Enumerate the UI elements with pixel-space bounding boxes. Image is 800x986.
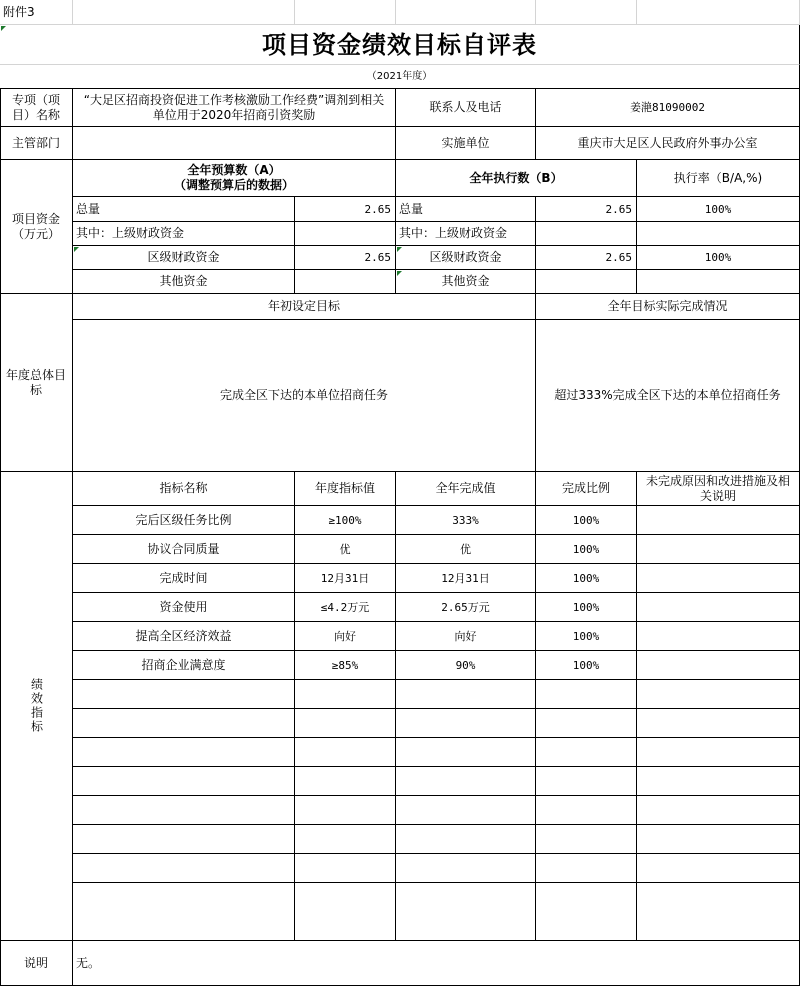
indicator-note xyxy=(637,506,800,535)
indicator-name xyxy=(73,883,295,941)
fund-a-label: 总量 xyxy=(73,197,295,222)
indicator-target xyxy=(295,883,396,941)
indicators-section-label xyxy=(0,472,73,941)
fund-rate xyxy=(637,222,800,246)
fund-a-value: 2.65 xyxy=(295,197,396,222)
indicator-target xyxy=(295,796,396,825)
indicator-name xyxy=(73,767,295,796)
funds-section-label: 项目资金（万元） xyxy=(0,160,73,294)
indicator-actual xyxy=(396,680,536,709)
remark-value: 无。 xyxy=(73,941,800,986)
indicator-actual xyxy=(396,854,536,883)
indicator-actual xyxy=(396,883,536,941)
dept-label: 主管部门 xyxy=(0,127,73,160)
contact-value: 姜滟81090002 xyxy=(536,89,800,127)
impl-label: 实施单位 xyxy=(396,127,536,160)
indicator-ratio: 100% xyxy=(536,651,637,680)
indicator-note xyxy=(637,564,800,593)
indicator-ratio xyxy=(536,883,637,941)
fund-a-value xyxy=(295,270,396,294)
indicator-ratio xyxy=(536,825,637,854)
empty-cell xyxy=(637,0,800,25)
indicator-name: 协议合同质量 xyxy=(73,535,295,564)
indicator-note xyxy=(637,796,800,825)
indicator-actual xyxy=(396,825,536,854)
indicator-target: ≥100% xyxy=(295,506,396,535)
indicator-header-actual: 全年完成值 xyxy=(396,472,536,506)
cell-marker xyxy=(1,26,6,31)
indicator-name xyxy=(73,825,295,854)
indicator-target xyxy=(295,854,396,883)
fund-b-label: 其他资金 xyxy=(396,270,536,294)
empty-cell xyxy=(536,0,637,25)
indicator-name: 资金使用 xyxy=(73,593,295,622)
indicator-actual: 向好 xyxy=(396,622,536,651)
indicator-target xyxy=(295,680,396,709)
indicator-ratio: 100% xyxy=(536,535,637,564)
year-label: （2021年度） xyxy=(0,65,800,89)
fund-b-label: 其中：上级财政资金 xyxy=(396,222,536,246)
indicator-actual xyxy=(396,767,536,796)
indicator-note xyxy=(637,738,800,767)
indicator-note xyxy=(637,622,800,651)
fund-b-label: 总量 xyxy=(396,197,536,222)
fund-b-value: 2.65 xyxy=(536,246,637,270)
fund-b-value: 2.65 xyxy=(536,197,637,222)
impl-value: 重庆市大足区人民政府外事办公室 xyxy=(536,127,800,160)
indicator-name xyxy=(73,796,295,825)
indicator-header-note: 未完成原因和改进措施及相关说明 xyxy=(637,472,800,506)
indicator-name: 招商企业满意度 xyxy=(73,651,295,680)
indicator-ratio xyxy=(536,738,637,767)
indicator-ratio xyxy=(536,854,637,883)
budget-header: 全年预算数（A） （调整预算后的数据） xyxy=(73,160,396,197)
indicator-target: 优 xyxy=(295,535,396,564)
indicator-target xyxy=(295,767,396,796)
cell-marker xyxy=(397,247,402,252)
indicator-target: ≤4.2万元 xyxy=(295,593,396,622)
indicator-header-target: 年度指标值 xyxy=(295,472,396,506)
fund-b-label: 区级财政资金 xyxy=(396,246,536,270)
indicator-target xyxy=(295,825,396,854)
indicator-note xyxy=(637,535,800,564)
indicator-ratio xyxy=(536,796,637,825)
indicator-actual: 优 xyxy=(396,535,536,564)
indicator-ratio: 100% xyxy=(536,593,637,622)
indicator-ratio xyxy=(536,709,637,738)
indicator-note xyxy=(637,709,800,738)
cell-marker xyxy=(74,247,79,252)
indicator-name xyxy=(73,709,295,738)
remark-label: 说明 xyxy=(0,941,73,986)
indicator-target: 向好 xyxy=(295,622,396,651)
indicator-header-ratio: 完成比例 xyxy=(536,472,637,506)
indicator-name xyxy=(73,854,295,883)
indicator-target xyxy=(295,738,396,767)
indicator-name: 完后区级任务比例 xyxy=(73,506,295,535)
indicator-ratio: 100% xyxy=(536,622,637,651)
indicator-actual: 12月31日 xyxy=(396,564,536,593)
fund-rate: 100% xyxy=(637,197,800,222)
indicator-ratio: 100% xyxy=(536,506,637,535)
empty-cell xyxy=(73,0,295,25)
indicator-name: 完成时间 xyxy=(73,564,295,593)
initial-goal-header: 年初设定目标 xyxy=(73,294,536,320)
indicator-actual: 2.65万元 xyxy=(396,593,536,622)
indicator-actual xyxy=(396,738,536,767)
initial-goal-value: 完成全区下达的本单位招商任务 xyxy=(73,320,536,472)
fund-a-label: 其中：上级财政资金 xyxy=(73,222,295,246)
actual-goal-value: 超过333%完成全区下达的本单位招商任务 xyxy=(536,320,800,472)
fund-a-label: 其他资金 xyxy=(73,270,295,294)
indicator-name xyxy=(73,680,295,709)
project-name-value: “大足区招商投资促进工作考核激励工作经费”调剂到相关单位用于2020年招商引资奖励 xyxy=(73,89,396,127)
page-title: 项目资金绩效目标自评表 xyxy=(0,25,800,65)
indicator-ratio xyxy=(536,680,637,709)
exec-header: 全年执行数（B） xyxy=(396,160,637,197)
fund-b-value xyxy=(536,222,637,246)
cell-marker xyxy=(397,271,402,276)
indicator-actual: 333% xyxy=(396,506,536,535)
indicator-ratio: 100% xyxy=(536,564,637,593)
fund-a-value xyxy=(295,222,396,246)
fund-b-value xyxy=(536,270,637,294)
empty-cell xyxy=(295,0,396,25)
indicator-note xyxy=(637,767,800,796)
indicator-note xyxy=(637,883,800,941)
indicator-header-name: 指标名称 xyxy=(73,472,295,506)
indicator-ratio xyxy=(536,767,637,796)
indicator-actual xyxy=(396,796,536,825)
fund-a-label: 区级财政资金 xyxy=(73,246,295,270)
dept-value xyxy=(73,127,396,160)
goals-section-label: 年度总体目标 xyxy=(0,294,73,472)
empty-cell xyxy=(396,0,536,25)
attachment-label: 附件3 xyxy=(0,0,73,25)
indicator-note xyxy=(637,854,800,883)
indicator-note xyxy=(637,680,800,709)
indicator-actual: 90% xyxy=(396,651,536,680)
indicator-note xyxy=(637,651,800,680)
fund-rate: 100% xyxy=(637,246,800,270)
indicator-actual xyxy=(396,709,536,738)
rate-header: 执行率（B/A,%) xyxy=(637,160,800,197)
indicator-target xyxy=(295,709,396,738)
fund-rate xyxy=(637,270,800,294)
indicator-name xyxy=(73,738,295,767)
indicator-note xyxy=(637,593,800,622)
fund-a-value: 2.65 xyxy=(295,246,396,270)
project-name-label: 专项（项目）名称 xyxy=(0,89,73,127)
indicator-name: 提高全区经济效益 xyxy=(73,622,295,651)
indicators-section-text: 绩效指标 xyxy=(29,678,44,734)
indicator-target: 12月31日 xyxy=(295,564,396,593)
indicator-target: ≥85% xyxy=(295,651,396,680)
actual-goal-header: 全年目标实际完成情况 xyxy=(536,294,800,320)
contact-label: 联系人及电话 xyxy=(396,89,536,127)
indicator-note xyxy=(637,825,800,854)
